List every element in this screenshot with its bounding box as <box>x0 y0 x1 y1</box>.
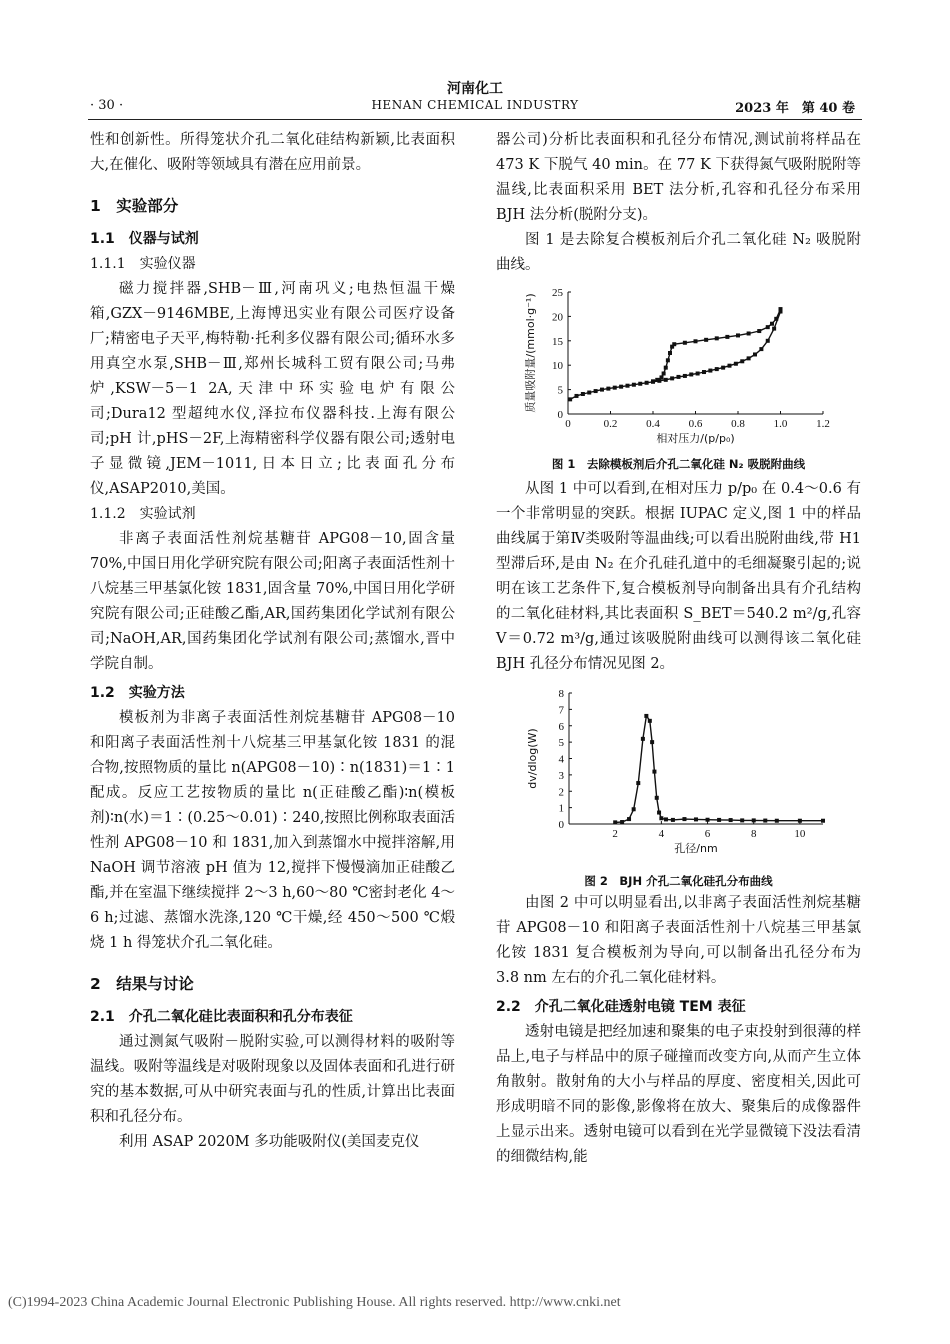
data-point <box>632 807 636 811</box>
data-point <box>664 378 668 382</box>
data-point <box>717 818 721 822</box>
data-point <box>715 367 719 371</box>
series-line-pore-distribution <box>615 716 823 823</box>
x-tick-label: 0.8 <box>731 418 745 430</box>
journal-title-en: HENAN CHEMICAL INDUSTRY <box>371 98 579 112</box>
figure-1-intro: 图 1 是去除复合模板剂后介孔二氧化硅 N₂ 吸脱附曲线。 <box>496 232 861 273</box>
data-point <box>594 389 598 393</box>
data-point <box>613 386 617 390</box>
y-tick-label: 15 <box>552 335 563 348</box>
data-point <box>670 345 674 349</box>
data-point <box>660 375 664 379</box>
data-point <box>648 719 652 723</box>
data-point <box>600 388 604 392</box>
section-1-1-1-heading: 1.1.1 实验仪器 <box>90 256 196 272</box>
copyright-footer: (C)1994-2023 China Academic Journal Electronic Publishing House. All rights reserved. http://www.cnki.net <box>8 1295 621 1310</box>
isotherm-chart <box>496 282 861 452</box>
section-2-1-paragraph-b: 利用 ASAP 2020M 多功能吸附仪(美国麦克仪 <box>119 1134 420 1150</box>
intro-paragraph: 性和创新性。所得笼状介孔二氧化硅结构新颖,比表面积大,在催化、吸附等领域具有潜在应用前景。 <box>90 132 455 173</box>
data-point <box>766 339 770 343</box>
data-point <box>740 359 744 363</box>
data-point <box>668 351 672 355</box>
data-point <box>725 335 729 339</box>
data-point <box>587 391 591 395</box>
data-point <box>606 387 610 391</box>
data-point <box>694 339 698 343</box>
pore-distribution-chart <box>496 681 861 861</box>
figure-2 <box>496 681 861 891</box>
data-point <box>721 366 725 370</box>
data-point <box>696 371 700 375</box>
y-tick-label: 8 <box>558 688 564 700</box>
data-point <box>682 817 686 821</box>
data-point <box>636 781 640 785</box>
y-tick-label: 6 <box>558 720 564 733</box>
journal-title-cn: 河南化工 <box>447 81 503 97</box>
data-point <box>626 384 630 388</box>
x-tick-label: 1.0 <box>773 418 788 430</box>
data-point <box>650 740 654 744</box>
data-point <box>657 811 661 815</box>
page-number: · 30 · <box>90 98 124 113</box>
data-point <box>704 338 708 342</box>
data-point <box>770 322 774 326</box>
data-point <box>708 369 712 373</box>
section-1-heading: 1 实验部分 <box>90 197 179 215</box>
y-tick-label: 2 <box>558 786 564 799</box>
data-point <box>645 381 649 385</box>
data-point <box>655 378 659 382</box>
header-rule <box>88 119 862 120</box>
data-point <box>734 362 738 366</box>
data-point <box>568 397 572 401</box>
issue-label: 2023 年 第 40 卷 <box>735 101 855 116</box>
data-point <box>652 770 656 774</box>
y-tick-label: 25 <box>552 287 563 299</box>
x-tick-label: 2 <box>612 828 618 840</box>
data-point <box>666 358 670 362</box>
data-point <box>821 819 825 823</box>
section-1-1-heading: 1.1 仪器与试剂 <box>90 231 199 247</box>
data-point <box>651 379 655 383</box>
left-column <box>90 128 455 1155</box>
section-1-2-heading: 1.2 实验方法 <box>90 685 185 701</box>
x-tick-label: 6 <box>704 828 711 840</box>
x-tick-label: 0 <box>565 418 571 430</box>
data-point <box>641 737 645 741</box>
data-point <box>683 341 687 345</box>
y-axis-label: 质量吸附量/(mmol·g⁻¹) <box>524 293 537 413</box>
data-point <box>670 376 674 380</box>
data-point <box>752 818 756 822</box>
data-point <box>655 796 659 800</box>
section-2-1-heading: 2.1 介孔二氧化硅比表面积和孔分布表征 <box>90 1009 353 1025</box>
data-point <box>728 364 732 368</box>
tem-paragraph: 透射电镜是把经加速和聚集的电子束投射到很薄的样品上,电子与样品中的原子碰撞而改变方向,从而产生立体角散射。散射角的大小与样品的厚度、密度相关,因此可形成明暗不同的影像,影像将在放大、聚集后的成像器件上显示出来。透射电镜可以看到在光学显微镜下没法看清的细微结构,能 <box>496 1024 861 1165</box>
instruments-paragraph: 磁力搅拌器,SHB－Ⅲ,河南巩义;电热恒温干燥箱,GZX－9146MBE,上海博迅实业有限公司医疗设备厂;精密电子天平,梅特勒·托利多仪器有限公司;循环水多用真空水泵,SHB－Ⅲ,郑州长城科工贸有限公司;马弗炉,KSW－5－1 2A,天津中环实验电炉有限公司;Dura12 型超纯水仪,泽拉布仪器科技.上海有限公司;pH 计,pHS－2F,上海精密科学仪器有限公司;透射电子显微镜,JEM－1011,日本日立;比表面孔分布仪,ASAP2010,美国。 <box>90 281 455 497</box>
data-point <box>644 714 648 718</box>
x-tick-label: 8 <box>750 828 757 840</box>
x-axis-label: 孔径/nm <box>674 842 718 855</box>
data-point <box>706 818 710 822</box>
data-point <box>775 819 779 823</box>
figure-1-discussion: 从图 1 中可以看到,在相对压力 p/p₀ 在 0.4～0.6 有一个非常明显的突跃。根据 IUPAC 定义,图 1 中的样品曲线属于第Ⅳ类吸附等温曲线;可以看出脱附曲线,带 H1 型滞后环,是由 N₂ 在介孔硅孔道中的毛细凝聚引起的;说明在该工艺条件下,复合模板剂导向制备出具有介孔结构的二氧化硅材料,其比表面积 S_BET＝540.2 m²/g,孔容 V＝0.72 m³/g,通过该吸脱附曲线可以测得该二氧化硅 BJH 孔径分布情况见图 2。 <box>496 481 861 672</box>
figure-1 <box>496 282 861 477</box>
data-point <box>659 816 663 820</box>
data-point <box>581 392 585 396</box>
data-point <box>740 818 744 822</box>
data-point <box>694 817 698 821</box>
data-point <box>779 307 783 311</box>
data-point <box>627 817 631 821</box>
method-paragraph: 模板剂为非离子表面活性剂烷基糖苷 APG08－10 和阳离子表面活性剂十八烷基三甲基氯化铵 1831 的混合物,按照物质的量比 n(APG08－10)∶n(1831)＝1∶1 配成。反应工艺按物质的量比 n(正硅酸乙酯)∶n(模板剂)∶n(水)＝1∶(0.25～0.01)∶240,按照比例称取表面活性剂 APG08－10 和 1831,加入到蒸馏水中搅拌溶解,用 NaOH 调节溶液 pH 值为 12,搅拌下慢慢滴加正硅酸乙酯,并在室温下继续搅拌 2～3 h,60～80 ℃密封老化 4～6 h;过滤、蒸馏水洗涤,120 ℃干燥,经 450～500 ℃煅烧 1 h 得笼状介孔二氧化硅。 <box>90 710 455 951</box>
data-point <box>575 394 579 398</box>
x-tick-label: 0.4 <box>646 418 660 430</box>
y-tick-label: 3 <box>558 769 564 782</box>
data-point <box>736 333 740 337</box>
x-tick-label: 0.2 <box>603 418 618 430</box>
data-point <box>729 818 733 822</box>
y-axis-label: dv/dlog(W) <box>526 728 539 789</box>
section-2-heading: 2 结果与讨论 <box>90 975 194 993</box>
continued-paragraph: 器公司)分析比表面积和孔径分布情况,测试前将样品在 473 K 下脱气 40 min。在 77 K 下获得氮气吸附脱附等温线,比表面积采用 BET 法分析,孔容和孔径分布采用 BJH 法分析(脱附分支)。 <box>496 132 861 223</box>
series-line-adsorption <box>570 312 780 400</box>
data-point <box>619 385 623 389</box>
reagents-paragraph: 非离子表面活性剂烷基糖苷 APG08－10,固含量 70%,中国日用化学研究院有限公司;阳离子表面活性剂十八烷基三甲基氯化铵 1831,固含量 70%,中国日用化学研究院有限公司;正硅酸乙酯,AR,国药集团化学试剂有限公司;NaOH,AR,国药集团化学试剂有限公司;蒸馏水,晋中学院自制。 <box>90 531 455 672</box>
section-2-1-paragraph-a: 通过测氮气吸附－脱附实验,可以测得材料的吸附等温线。吸附等温线是对吸附现象以及固体表面和孔进行研究的基本数据,可从中研究表面与孔的性质,计算出比表面积和孔径分布。 <box>90 1034 455 1125</box>
data-point <box>759 347 763 351</box>
x-tick-label: 4 <box>658 828 665 840</box>
data-point <box>798 819 802 823</box>
y-tick-label: 20 <box>552 311 563 324</box>
data-point <box>632 383 636 387</box>
data-point <box>683 374 687 378</box>
data-point <box>662 371 666 375</box>
section-1-1-2-heading: 1.1.2 实验试剂 <box>90 506 196 522</box>
data-point <box>763 819 767 823</box>
data-point <box>702 370 706 374</box>
y-tick-label: 0 <box>557 409 563 421</box>
data-point <box>715 336 719 340</box>
data-point <box>671 818 675 822</box>
y-tick-label: 10 <box>552 360 563 373</box>
data-point <box>753 352 757 356</box>
data-point <box>774 317 778 321</box>
data-point <box>689 372 693 376</box>
y-tick-label: 7 <box>558 704 564 717</box>
data-point <box>620 820 624 824</box>
figure-1-caption: 图 1 去除模板剂后介孔二氧化硅 N₂ 吸脱附曲线 <box>551 457 806 471</box>
x-tick-label: 1.2 <box>816 418 830 430</box>
y-tick-label: 1 <box>558 802 564 815</box>
data-point <box>766 325 770 329</box>
data-point <box>677 375 681 379</box>
data-point <box>664 817 668 821</box>
data-point <box>664 366 668 370</box>
y-tick-label: 4 <box>558 753 564 766</box>
x-axis-label: 相对压力/(p/p₀) <box>656 432 735 445</box>
right-column <box>496 128 861 1170</box>
data-point <box>772 327 776 331</box>
data-point <box>638 382 642 386</box>
figure-2-discussion: 由图 2 中可以明显看出,以非离子表面活性剂烷基糖苷 APG08－10 和阳离子表面活性剂十八烷基三甲基氯化铵 1831 复合模板剂为导向,可以制备出孔径分布为 3.8 nm 左右的介孔二氧化硅材料。 <box>496 895 861 986</box>
figure-2-caption: 图 2 BJH 介孔二氧化硅孔分布曲线 <box>584 874 773 888</box>
y-tick-label: 5 <box>558 737 564 750</box>
data-point <box>613 820 617 824</box>
data-point <box>757 329 761 333</box>
x-tick-label: 10 <box>794 828 806 840</box>
x-tick-label: 0.6 <box>688 418 703 430</box>
y-tick-label: 5 <box>557 384 563 397</box>
data-point <box>747 331 751 335</box>
section-2-2-heading: 2.2 介孔二氧化硅透射电镜 TEM 表征 <box>496 999 746 1015</box>
data-point <box>747 356 751 360</box>
y-tick-label: 0 <box>558 819 564 831</box>
